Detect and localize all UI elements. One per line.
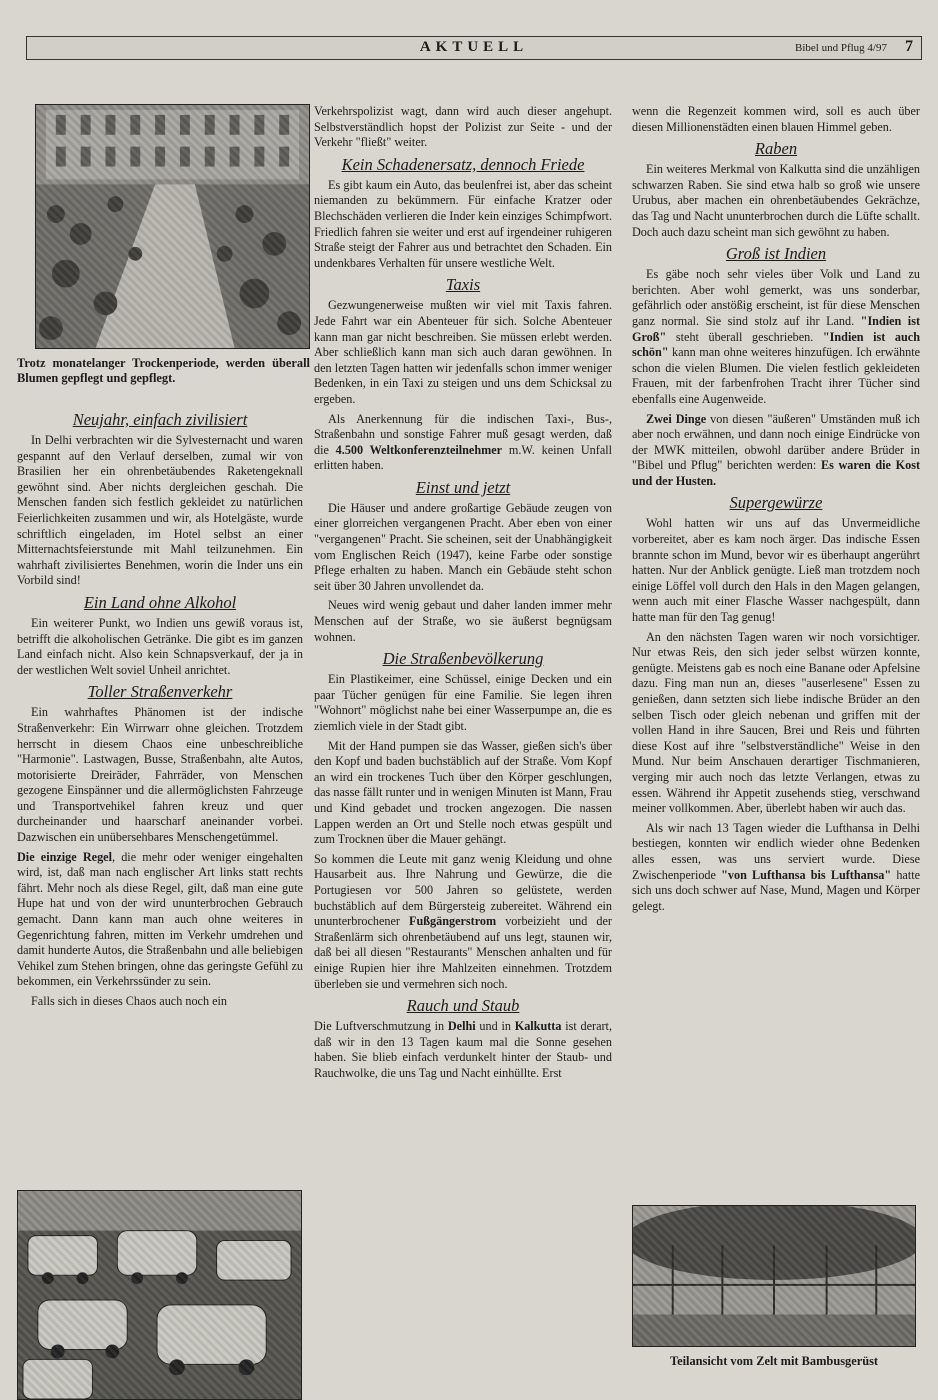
bold-text: Kalkutta [514, 1019, 562, 1034]
heading-einst-jetzt: Einst und jetzt [415, 477, 511, 497]
column-3 [632, 104, 920, 918]
tent-photo [632, 1205, 916, 1347]
paragraph: Ein weiterer Punkt, wo Indien uns gewiß voraus ist, betrifft die alkoholischen Getränke. Die gibt es im ganzen Land einfach nicht. Also kein Schnapsverkauf, der ja in der westlichen Welt soviel Unheil anrichtet. [17, 615, 303, 677]
heading-taxis: Taxis [445, 275, 481, 295]
issue-label: Bibel und Pflug 4/97 [795, 42, 887, 54]
text-run: kann man ohne weiteres hinzufügen. Ich erwähnte schon die vielen Blumen. Die vielen festlich gekleideten Frauen, mit der farbenfrohen Tracht ihrer Tücher sind ebenfalls eine Augenweide. [632, 345, 920, 406]
heading-strassenbevoelkerung: Die Straßenbevölkerung [382, 649, 544, 669]
paragraph: In Delhi verbrachten wir die Sylvesternacht und waren gespannt auf den Verlauf derselben, zumal wir von Brasilien her ein ohrenbetäubendes Raketengeknall gewöhnt sind. Aber nichts dergleichen geschah. Die Menschen fanden sich festlich gekleidet zu natürlichen Feierlichkeiten zusammen und wir, als Hotelgäste, wurde schriftlich eingeladen, im Hotel selbst an einer Mitternachtsfeierstunde mit Mahl teilzunehmen. Ein wahrhaft zivilisiertes Benehmen, worin die Inder uns ein Vorbild sind! [17, 433, 303, 588]
paragraph [632, 412, 920, 490]
paragraph: Die Häuser und andere großartige Gebäude zeugen von einer glorreichen vergangenen Pracht. Aber eben von einer "vergangenen" Pracht. Sie scheinen, seit der Unabhängigkeit vom Englischen Reich (1947), keine Farbe oder sonstige Pflege erhalten zu haben. Manch ein Gebäude steht schon seit über 30 Jahren unvollendet da. [314, 500, 612, 593]
text-run: , die mehr oder weniger eingehalten wird, ist, daß man nach englischer Art links statt rechts fährt. Mehr noch als diese Regel, gilt, daß man eine gute Hupe hat und von der wird ununterbrochen Gebrauch gemacht. Dann kann man auch ohne weiteres in Gegenrichtung fahren, mitten im Verkehr umdrehen und damit hunderte Autos, die Straßenbahn und alle beliebigen Vehikel zum Stehen bringen, ohne das geringste Gefühl zu bekommen, ein Verkehrssünder zu sein. [17, 849, 303, 989]
photo-texture [36, 105, 309, 348]
paragraph [632, 821, 920, 915]
bold-text: "von Lufthansa bis Lufthansa" [721, 867, 892, 882]
bold-text: Zwei Dinge [646, 411, 707, 426]
paragraph: Ein wahrhaftes Phänomen ist der indische Straßenverkehr: Ein Wirrwarr ohne gleichen. Trotzdem herrscht in diesem Chaos eine unbeschreibliche "Harmonie". Lastwagen, Busse, Straßenbahn, alte Autos, motorisierte Dreiräder, Fahrräder, von Menschen gezogene Einspänner und die allermöglichsten Fahrzeuge und Transportvehikel fahren kreuz und quer durcheinander und haarscharf aneinander vorbei. Dazwischen ein unübersehbares Menschengetümmel. [17, 705, 303, 845]
heading-raben: Raben [754, 139, 798, 159]
text-run: ist derart, daß wir in den 13 Tagen kaum mal die Sonne gesehen haben. Sie blieb einfach verdunkelt hinter der Staub- und Rauchwolke, die uns Tag und Nacht einhüllte. Erst [314, 1019, 612, 1080]
photo-texture [18, 1191, 301, 1399]
bold-text: 4.500 Weltkonferenzteilnehmer [335, 442, 503, 457]
text-run: So kommen die Leute mit ganz wenig Kleidung und ohne Hausarbeit aus. Ihre Nahrung und Gewürze, die die Portugiesen vor 500 Jahren so gelüstete, werden buchstäblich auf dem Bürgersteig zubereitet. Während ein ununterbrochener [314, 851, 612, 929]
paragraph: Ein weiteres Merkmal von Kalkutta sind die unzähligen schwarzen Raben. Sie sind etwa halb so groß wie unsere Urubus, aber machen ein ohrenbetäubendes Gekrächze, das Tag und Nacht ununterbrochen durch die Lüfte schallt. Doch auch dazu scheint man sich gewöhnt zu haben. [632, 162, 920, 239]
heading-verkehr: Toller Straßenverkehr [87, 682, 233, 702]
heading-supergewuerze: Supergewürze [729, 493, 823, 513]
garden-photo-caption: Trotz monatelanger Trockenperiode, werden überall Blumen gepflegt und gepflegt. [17, 356, 310, 385]
bold-text: Delhi [447, 1019, 476, 1034]
bold-text: "Indien ist auch schön" [632, 329, 920, 360]
bold-text: Fußgängerstrom [409, 914, 497, 929]
bold-text: "Indien ist Groß" [632, 313, 920, 344]
column-2 [314, 104, 612, 1085]
paragraph [632, 267, 920, 407]
tent-photo-caption: Teilansicht vom Zelt mit Bambusgerüst [669, 1354, 879, 1368]
photo-texture [633, 1206, 915, 1346]
text-run: Es gäbe noch sehr vieles über Volk und Land zu berichten. Aber wohl gemerkt, was uns sonderbar, gefährlich oder anstößig erscheint, ist für diese Menschen ganz normal. Sie sind stolz auf ihr Land. [632, 267, 920, 328]
paragraph [17, 850, 303, 990]
paragraph [314, 1019, 612, 1081]
paragraph: Ein Plastikeimer, eine Schüssel, einige Decken und ein paar Tücher genügen für eine Familie. Sie legen ihren "Wohnort" möglichst nahe bei einer Wasserpumpe an, die es ziemlich viele in der Stadt gibt. [314, 672, 612, 733]
text-run: und in [475, 1019, 515, 1034]
heading-alkohol: Ein Land ohne Alkohol [83, 592, 237, 612]
text-run: steht überall geschrieben. [666, 329, 823, 344]
heading-gross-ist-indien: Groß ist Indien [725, 244, 827, 264]
garden-photo [35, 104, 310, 349]
text-run: vorbeizieht und der Straßenlärm sich ohrenbetäubend auf uns legt, staunen wir, daß bei all diesen "Restaurants" Menschen anhalten und für einige Rupien hier ihre Mahlzeiten einnehmen. Trotzdem überleben sie und vermehren sich noch. [314, 914, 612, 991]
section-title: AKTUELL [419, 39, 529, 55]
paragraph: Es gibt kaum ein Auto, das beulenfrei ist, aber das scheint niemanden zu bekümmern. Für einfache Kratzer oder Blechschäden verlieren die Inder kein einziges Schimpfwort. Friedlich fahren sie weiter und erst auf irgendeiner ruhigeren Straße steigt der Fahrer aus und betrachtet den Schaden. Ein undenkbares Verhalten für unsere westliche Welt. [314, 177, 612, 270]
text-run: von diesen "äußeren" Umständen muß ich aber noch erwähnen, und dann noch einige Eindrücke von der MWK mitteilen, obwohl darüber andere Brüder in "Bibel und Pflug" berichten werden: [632, 411, 920, 473]
paragraph: An den nächsten Tagen waren wir noch vorsichtiger. Nur etwas Reis, den sich jeder selbst würzen konnte, genügte. Meistens gab es noch eine Banane oder Apfelsine dazu. Fing man nun an, dieses "auserlesene" Essen zu genießen, dann setzten sich liebe indische Brüder an den selben Tisch oder gleich nebenan und griffen mit der vollen Hand in ihre Saucen, Brei und Reis und führten diese Kost auf ihre "selbstverständliche" Weise in den Mund. Nur beim Anschauen derartiger Tischmanieren, verging mir auch noch das letzte Verlangen, etwas zu essen. Während ihr Appetit zusehends stieg, verschwand meiner vollkommen. Aber, überlebt haben wir auch das. [632, 629, 920, 816]
text-run: m.W. keinen Unfall erlitten haben. [314, 442, 613, 473]
bold-text: Es waren die Kost und der Husten. [632, 458, 921, 488]
heading-schadenersatz: Kein Schadenersatz, dennoch Friede [341, 154, 585, 174]
page-header [26, 36, 922, 60]
page-number: 7 [905, 38, 913, 55]
heading-rauch-staub: Rauch und Staub [406, 996, 520, 1016]
text-run: hatte sich uns doch schwer auf Nase, Mund, Magen und Körper gelegt. [632, 867, 920, 913]
paragraph: Falls sich in dieses Chaos auch noch ein [31, 994, 227, 1008]
paragraph: Neues wird wenig gebaut und daher landen immer mehr Menschen auf der Straße, wo sie äußerst begnügsam wohnen. [314, 598, 612, 644]
paragraph [314, 852, 612, 992]
traffic-photo [17, 1190, 302, 1400]
text-run: Als wir nach 13 Tagen wieder die Lufthansa in Delhi bestiegen, konnten wir endlich wieder ohne Bedenken alles essen, was uns serviert wurde. Diese Zwischenperiode [632, 820, 920, 882]
heading-neujahr: Neujahr, einfach zivilisiert [72, 410, 248, 429]
paragraph: Wohl hatten wir uns auf das Unvermeidliche vorbereitet, aber es kam noch ärger. Das indische Essen brannte schon im Mund, bevor wir es überhaupt angerührt hatten. Nur der Anblick genügte. Ließ man trotzdem noch einige Löffel voll durch den Hals in den Magen gelangen, wenn auch mit einer Flasche Wasser nachgespült, dann hatte man für den Tag genug! [632, 516, 920, 625]
bold-text: Die einzige Regel [17, 849, 112, 864]
paragraph [314, 412, 612, 474]
paragraph: Gezwungenerweise mußten wir viel mit Taxis fahren. Jede Fahrt war ein Abenteuer für sich. Solche Abenteuer kann man gar nicht beschreiben. Sie müssen erlebt werden. Aber schließlich kann man sich auch daran gewöhnen. In den letzten Tagen hatten wir jedenfalls schon immer weniger Bedenken, in ein Taxi zu steigen und uns dem Schicksal zu ergeben. [314, 298, 612, 406]
paragraph: wenn die Regenzeit kommen wird, soll es auch über diesen Millionenstädten einen blauen Himmel geben. [632, 104, 920, 134]
text-run: Die Luftverschmutzung in [314, 1019, 448, 1034]
column-1-body [17, 406, 303, 1014]
paragraph: Mit der Hand pumpen sie das Wasser, gießen sich's über den Kopf und baden buchstäblich auf der Straße. Vom Kopf an wird ein trockenes Tuch über den Körper geschlungen, das nasse fällt runter und in wenigen Minuten ist Mann, Frau und Kind gebadet und trocken angezogen. Die nassen Lappen werden an Ort und Stelle noch etwas gespült und zum Trocknen über die Mauer gehängt. [314, 738, 612, 847]
paragraph: Verkehrspolizist wagt, dann wird auch dieser angehupt. Selbstverständlich hopst der Polizist zur Seite - und der Verkehr "fließt" weiter. [314, 104, 612, 150]
text-run: Als Anerkennung für die indischen Taxi-, Bus-, Straßenbahn und sonstige Fahrer muß gesagt werden, daß die [314, 411, 612, 457]
